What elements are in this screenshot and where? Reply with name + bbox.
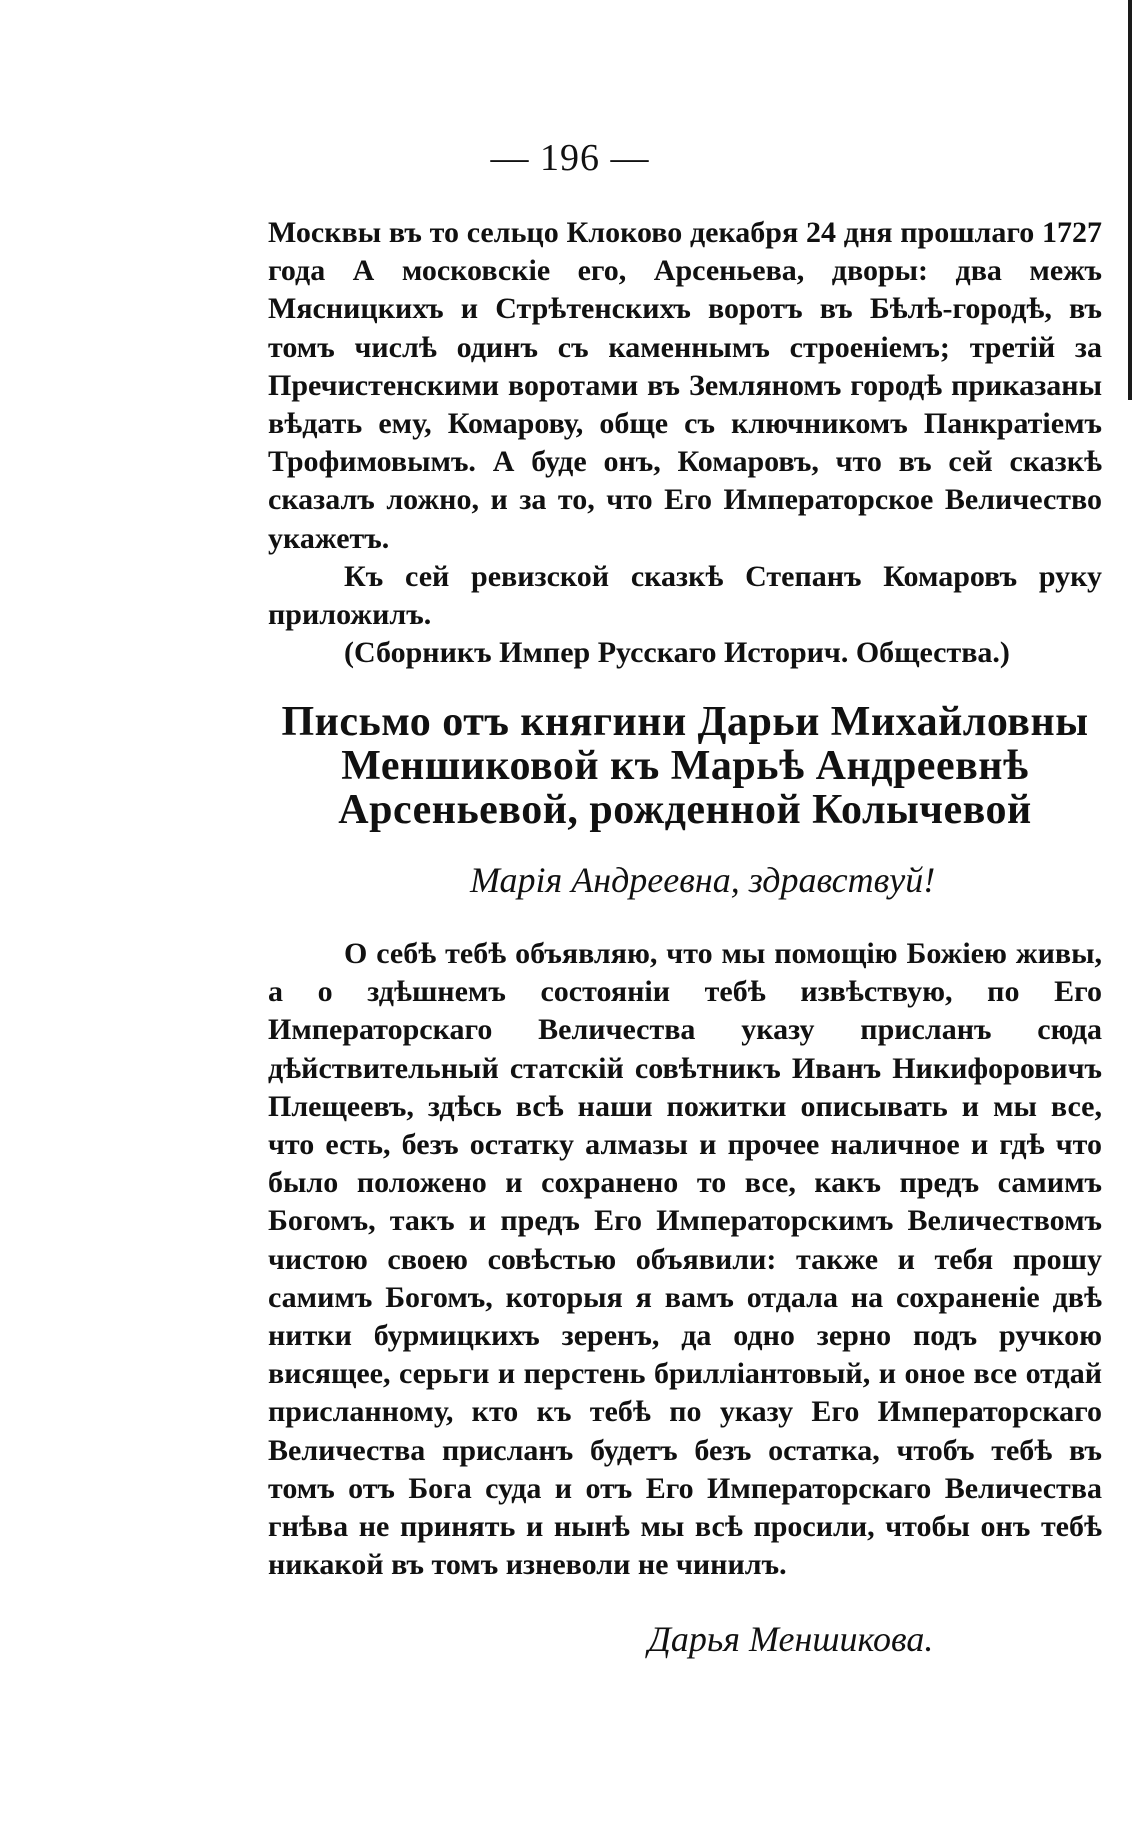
scan-edge-mark (1128, 0, 1132, 400)
letter-body: О себѣ тебѣ объявляю, что мы помощію Божіею живы, а о здѣшнемъ состояніи тебѣ извѣствую, по Его Императорскаго Величества указу присланъ сюда дѣйствительный статскій совѣтникъ Иванъ Никифоровичъ Плещеевъ, здѣсь всѣ наши пожитки описывать и мы все, что есть, безъ остатку алмазы и прочее наличное и гдѣ что было положено и сохранено то все, какъ предъ самимъ Богомъ, такъ и предъ Его Императорскимъ Величествомъ чистою своею совѣстью объявили: также и тебя прошу самимъ Богомъ, которыя я вамъ отдала на сохраненіе двѣ нитки бурмицкихъ зеренъ, да одно зерно подъ ручкою висящее, серьги и перстень брилліантовый, и оное все отдай присланному, кто къ тебѣ по указу Его Императорскаго Величества присланъ будетъ безъ остатка, чтобъ тебѣ въ томъ отъ Бога суда и отъ Его Императорскаго Величества гнѣва не принять и нынѣ мы всѣ просили, чтобы онъ тебѣ никакой въ томъ изневоли не чинилъ. (268, 937, 1102, 1582)
source-citation: (Сборникъ Импер Русскаго Историч. Общества.) (344, 636, 1010, 670)
page-number: — 196 — (490, 137, 650, 179)
letter-body-block (268, 935, 1102, 1584)
opening-paragraph: Москвы въ то сельцо Клоково декабря 24 дня прошлаго 1727 года А московскіе его, Арсеньева, дворы: два межъ Мясницкихъ и Стрѣтенскихъ воротъ въ Бѣлѣ-городѣ, въ томъ числѣ одинъ съ каменнымъ строеніемъ; третій за Пречистенскими воротами въ Земляномъ городѣ приказаны вѣдать ему, Комарову, обще съ ключникомъ Панкратіемъ Трофимовымъ. А буде онъ, Комаровъ, что въ сей сказкѣ сказалъ ложно, и за то, что Его Императорское Величество укажетъ. (268, 216, 1102, 555)
letter-heading: Письмо отъ княгини Дарьи Михайловны Меншиковой къ Марьѣ Андреевнѣ Арсеньевой, рожденной Колычевой (281, 699, 1089, 833)
opening-text-block (268, 214, 1102, 672)
letter-greeting: Марія Андреевна, здравствуй! (470, 860, 936, 900)
letter-signature: Дарья Меншикова. (648, 1619, 934, 1659)
signature-statement-paragraph: Къ сей ревизской сказкѣ Степанъ Комаровъ руку приложилъ. (268, 559, 1102, 632)
